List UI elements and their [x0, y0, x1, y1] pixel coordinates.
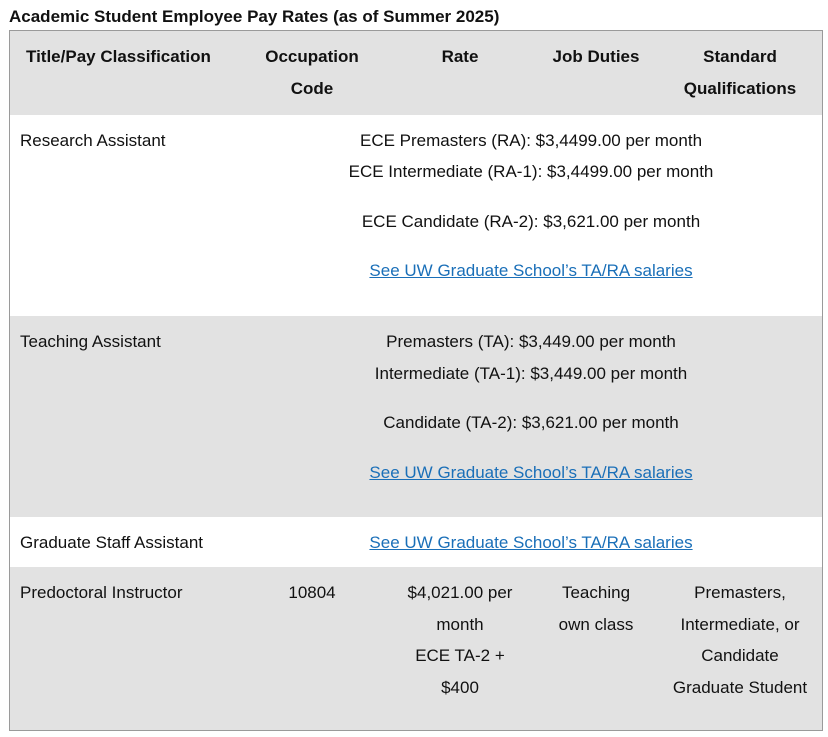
table-row-teaching-assistant: [10, 316, 822, 517]
research-assistant-title: Research Assistant: [20, 131, 166, 150]
predoctoral-rate-line4: $400: [441, 678, 479, 698]
header-title-classification: Title/Pay Classification: [26, 47, 211, 66]
teaching-assistant-rate-premasters: Premasters (TA): $3,449.00 per month: [386, 332, 676, 351]
header-qualifications-line2: Qualifications: [683, 78, 797, 98]
predoctoral-job-duties-line2: own class: [558, 614, 634, 634]
header-rate: Rate: [441, 47, 479, 66]
predoctoral-job-duties-line1: Teaching: [561, 583, 631, 602]
table-row-predoctoral-instructor: [10, 567, 822, 730]
research-assistant-rate-intermediate: ECE Intermediate (RA-1): $3,4499.00 per month: [348, 162, 714, 181]
predoctoral-rate-line3: ECE TA-2 +: [415, 646, 505, 666]
predoctoral-rate-line2: month: [436, 614, 484, 634]
predoctoral-instructor-job-duties: [541, 577, 651, 640]
research-assistant-salaries-link[interactable]: See UW Graduate School’s TA/RA salaries: [369, 261, 693, 280]
table-row-research-assistant: [10, 115, 822, 316]
header-occupation-line1: Occupation: [265, 47, 359, 66]
teaching-assistant-rate-candidate: Candidate (TA-2): $3,621.00 per month: [383, 413, 679, 432]
predoctoral-qualifications-line2: Intermediate, or: [680, 614, 800, 634]
header-job-duties: Job Duties: [552, 47, 640, 66]
table-header-row: [10, 31, 822, 115]
table-row-graduate-staff-assistant: [10, 517, 822, 567]
header-qualifications-line1: Standard: [703, 47, 777, 66]
pay-rates-table: [9, 30, 823, 731]
predoctoral-instructor-qualifications: [660, 577, 820, 704]
research-assistant-rate-premasters: ECE Premasters (RA): $3,4499.00 per month: [359, 131, 703, 150]
predoctoral-qualifications-line1: Premasters,: [694, 583, 786, 602]
predoctoral-qualifications-line4: Graduate Student: [672, 678, 808, 698]
teaching-assistant-salaries-link[interactable]: See UW Graduate School’s TA/RA salaries: [369, 463, 693, 482]
research-assistant-rate-candidate: ECE Candidate (RA-2): $3,621.00 per month: [361, 212, 701, 231]
header-occupation-code: [250, 41, 374, 104]
predoctoral-rate-line1: $4,021.00 per: [407, 583, 513, 602]
teaching-assistant-rate-intermediate: Intermediate (TA-1): $3,449.00 per month: [374, 364, 688, 383]
graduate-staff-assistant-title: Graduate Staff Assistant: [20, 533, 204, 552]
teaching-assistant-title: Teaching Assistant: [20, 332, 161, 351]
predoctoral-instructor-title: Predoctoral Instructor: [20, 583, 183, 602]
predoctoral-instructor-occupation-code: 10804: [288, 583, 336, 602]
header-occupation-line2: Code: [290, 78, 334, 98]
header-standard-qualifications: [660, 41, 820, 104]
graduate-staff-assistant-salaries-link[interactable]: See UW Graduate School’s TA/RA salaries: [369, 533, 693, 552]
predoctoral-instructor-rate: [390, 577, 530, 704]
table-caption: Academic Student Employee Pay Rates (as of Summer 2025): [9, 7, 500, 26]
predoctoral-qualifications-line3: Candidate: [701, 646, 779, 666]
